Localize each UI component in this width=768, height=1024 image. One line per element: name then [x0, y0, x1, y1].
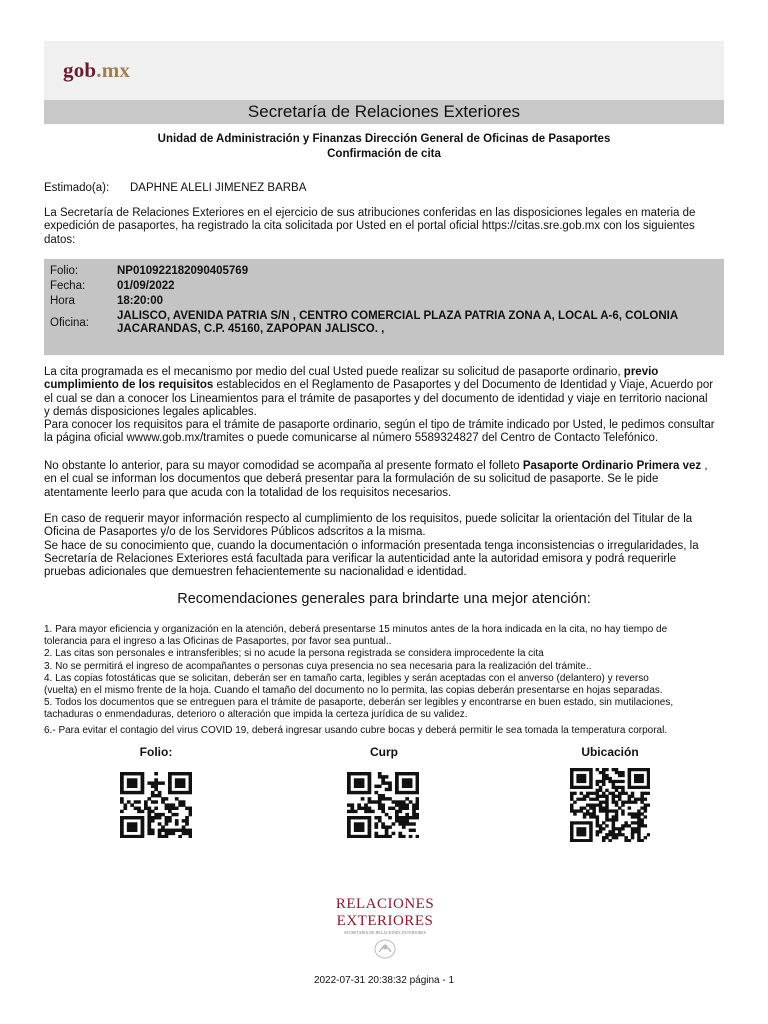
qr-code-ubicacion-icon	[570, 768, 650, 842]
page-title: Secretaría de Relaciones Exteriores	[44, 100, 724, 124]
oficina-label: Oficina:	[50, 317, 89, 329]
recommendation-item: (vuelta) en el mismo frente de la hoja. Cuando el tamaño del documento no lo permita, las copias deberán presentarse en hojas separadas.	[44, 685, 663, 697]
greeting-label: Estimado(a):	[44, 182, 110, 194]
hora-label: Hora	[50, 295, 75, 307]
recommendation-item: 2. Las citas son personales e intransferibles; si no acude la persona registrada se considera improcedente la cita	[44, 648, 544, 660]
recommendations-title: Recomendaciones generales para brindarte una mejor atención:	[177, 591, 591, 607]
oficina-value: JALISCO, AVENIDA PATRIA S/N , CENTRO COMERCIAL PLAZA PATRIA ZONA A, LOCAL A-6, COLONIA JACARANDAS, C.P. 45160, ZAPOPAN JALISCO. ,	[117, 310, 679, 336]
qr-ubicacion-label: Ubicación	[581, 745, 639, 759]
paragraph-brochure: No obstante lo anterior, para su mayor comodidad se acompaña al presente formato el folleto Pasaporte Ordinario Primera vez , en el cual se informan los documentos que deberá presentar para la formulación de su solicitud de pasaporte. Se le pide atentamente leerlo para que acuda con la totalidad de los requisitos necesarios.	[44, 460, 708, 499]
recommendation-item: 1. Para mayor eficiencia y organización en la atención, deberá presentarse 15 minutos antes de la hora indicada en la cita, no hay tiempo de	[44, 624, 668, 635]
recommendation-item: tachaduras o enmendaduras, deterioro o alteración que impida la certeza jurídica de su validez.	[44, 709, 468, 721]
subtitle-confirmation: Confirmación de cita	[327, 148, 441, 160]
fecha-value: 01/09/2022	[117, 280, 175, 292]
gob-mx-logo: gob.mx	[63, 58, 131, 82]
footer-timestamp: 2022-07-31 20:38:32 página - 1	[313, 975, 455, 986]
relaciones-exteriores-logo: RELACIONES EXTERIORES SECRETARÍA DE RELACIONES EXTERIORES	[310, 896, 460, 965]
coat-of-arms-icon	[372, 938, 398, 960]
recommendation-item: 4. Las copias fotostáticas que se solicitan, deberán ser en tamaño carta, legibles y serán aceptadas con el anverso (delantero) y reverso	[44, 672, 649, 684]
recommendation-item: tolerancia para el ingreso a las Oficinas de Pasaportes, por favor sea puntual..	[44, 636, 392, 648]
intro-paragraph: La Secretaría de Relaciones Exteriores en el ejercicio de sus atribuciones conferidas en las disposiciones legales en materia de expedición de pasaportes, ha registrado la cita solicitada por Usted en el portal oficial https://citas.sre.gob.mx con los siguientes datos:	[44, 207, 696, 246]
qr-code-folio-icon	[120, 772, 192, 838]
recommendation-item: 6.- Para evitar el contagio del virus COVID 19, deberá ingresar usando cubre bocas y deberá permitir le sea tomada la temperatura corporal.	[44, 724, 668, 736]
subtitle-unit: Unidad de Administración y Finanzas Dirección General de Oficinas de Pasaportes	[157, 133, 611, 145]
recommendations-list	[44, 624, 724, 737]
greeting-name: DAPHNE ALELI JIMENEZ BARBA	[130, 182, 307, 194]
hora-value: 18:20:00	[117, 295, 164, 307]
folio-value: NP010922182090405769	[117, 265, 249, 277]
fecha-label: Fecha:	[50, 280, 86, 292]
header-bar	[44, 41, 724, 100]
paragraph-information: En caso de requerir mayor información respecto al cumplimiento de los requisitos, puede solicitar la orientación del Titular de la Oficina de Pasaportes y/o de los Servidores Públicos adscritos a la misma. Se hace de su conocimiento que, cuando la documentación o información presentada tenga inconsistencias o irregularidades, la Secretaría de Relaciones Exteriores está facultada para verificar la autenticidad ante la autoridad emisora y podrá requerirle pruebas adicionales que demuestren fehacientemente su nacionalidad e identidad.	[44, 513, 699, 579]
qr-folio-label: Folio:	[139, 745, 173, 759]
paragraph-requirements: La cita programada es el mecanismo por medio del cual Usted puede realizar su solicitud de pasaporte ordinario, previo cumplimiento de los requisitos establecidos en el Reglamento de Pasaportes y del Documento de Identidad y Viaje, Acuerdo por el cual se dan a conocer los Lineamientos para el trámite de pasaportes y del documento de identidad y viaje en territorio nacional y demás disposiciones legales aplicables. Para conocer los requisitos para el trámite de pasaporte ordinario, según el tipo de trámite indicado por Usted, le pedimos consultar la página oficial wwww.gob.mx/tramites o puede comunicarse al número 5589324827 del Centro de Contacto Telefónico.	[44, 366, 715, 445]
qr-code-curp-icon	[347, 772, 419, 838]
qr-curp-label: Curp	[370, 745, 398, 759]
recommendation-item: 5. Todos los documentos que se entreguen para el trámite de pasaporte, deberán ser legibles y encontrarse en buen estado, sin mutilaciones,	[44, 697, 674, 709]
recommendation-item: 3. No se permitirá el ingreso de acompañantes o personas cuya presencia no sea necesaria para la realización del trámite..	[44, 660, 592, 672]
folio-label: Folio:	[50, 265, 79, 277]
